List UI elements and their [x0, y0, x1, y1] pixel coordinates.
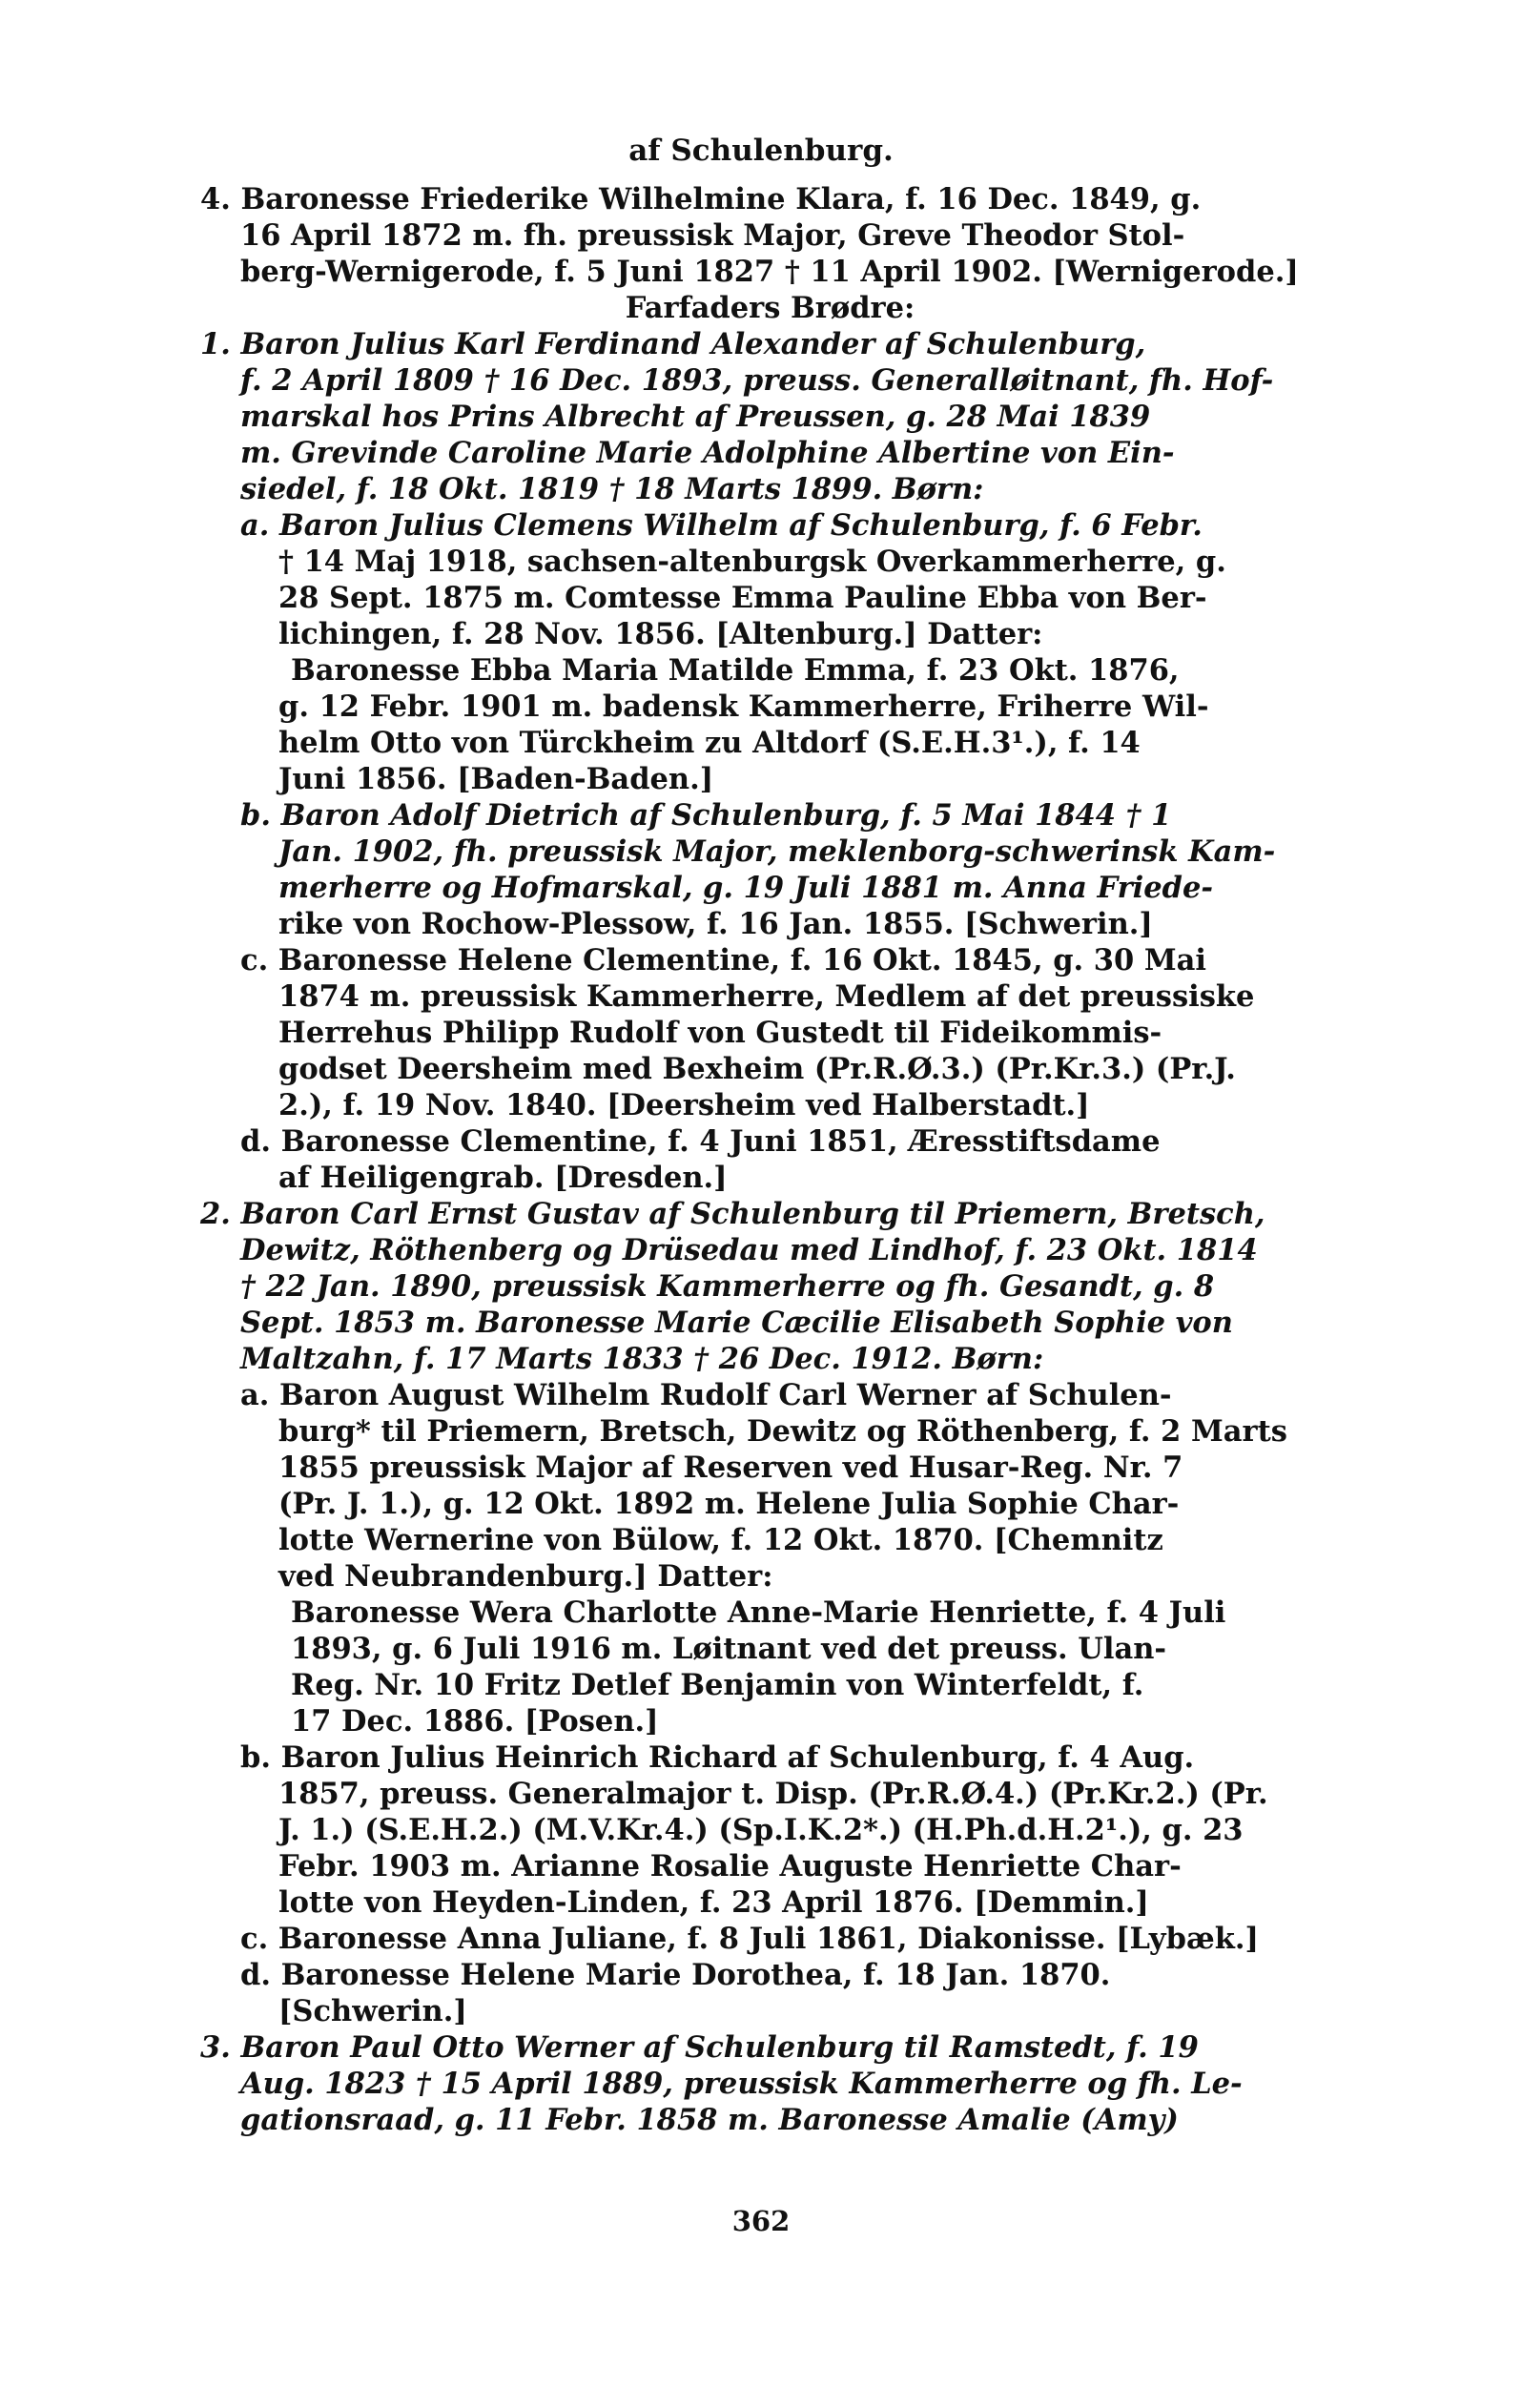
text-line: af Heiligengrab. [Dresden.] — [278, 1161, 728, 1195]
text-line: J. 1.) (S.E.H.2.) (M.V.Kr.4.) (Sp.I.K.2*.) (H.Ph.d.H.2¹.), g. 23 — [278, 1813, 1244, 1847]
text-line: 2.), f. 19 Nov. 1840. [Deersheim ved Halberstadt.] — [278, 1088, 1090, 1122]
text-line: Herrehus Philipp Rudolf von Gustedt til Fideikommis- — [278, 1016, 1162, 1050]
text-line: Jan. 1902, fh. preussisk Major, meklenborg-schwerinsk Kam- — [278, 834, 1276, 869]
text-line: 17 Dec. 1886. [Posen.] — [291, 1704, 659, 1739]
text-line: 1893, g. 6 Juli 1916 m. Løitnant ved det preuss. Ulan- — [291, 1632, 1167, 1666]
text-line: siedel, f. 18 Okt. 1819 † 18 Marts 1899. Børn: — [240, 472, 984, 506]
text-line: b. Baron Julius Heinrich Richard af Schulenburg, f. 4 Aug. — [240, 1740, 1195, 1775]
text-line: Maltzahn, f. 17 Marts 1833 † 26 Dec. 1912. Børn: — [240, 1342, 1044, 1376]
text-line: merherre og Hofmarskal, g. 19 Juli 1881 m. Anna Friede- — [278, 871, 1214, 905]
text-line: c. Baronesse Helene Clementine, f. 16 Okt. 1845, g. 30 Mai — [240, 943, 1206, 978]
text-line: 1874 m. preussisk Kammerherre, Medlem af det preussiske — [278, 979, 1255, 1014]
text-line: b. Baron Adolf Dietrich af Schulenburg, f. 5 Mai 1844 † 1 — [240, 798, 1172, 833]
text-line: Reg. Nr. 10 Fritz Detlef Benjamin von Winterfeldt, f. — [291, 1668, 1144, 1702]
text-line: 3. Baron Paul Otto Werner af Schulenburg til Ramstedt, f. 19 — [200, 2030, 1199, 2065]
page-number: 362 — [731, 2205, 791, 2237]
text-line: lichingen, f. 28 Nov. 1856. [Altenburg.] Datter: — [278, 617, 1043, 651]
text-line: (Pr. J. 1.), g. 12 Okt. 1892 m. Helene Julia Sophie Char- — [278, 1487, 1180, 1521]
text-line: a. Baron August Wilhelm Rudolf Carl Werner af Schulen- — [240, 1378, 1172, 1412]
text-line: d. Baronesse Helene Marie Dorothea, f. 18 Jan. 1870. — [240, 1958, 1111, 1992]
text-line: 1857, preuss. Generalmajor t. Disp. (Pr.R.Ø.4.) (Pr.Kr.2.) (Pr. — [278, 1777, 1268, 1811]
text-line: d. Baronesse Clementine, f. 4 Juni 1851, Æresstiftsdame — [240, 1124, 1161, 1159]
text-line: ved Neubrandenburg.] Datter: — [278, 1559, 773, 1594]
text-line: godset Deersheim med Bexheim (Pr.R.Ø.3.) (Pr.Kr.3.) (Pr.J. — [278, 1052, 1236, 1086]
text-line: lotte Wernerine von Bülow, f. 12 Okt. 1870. [Chemnitz — [278, 1523, 1163, 1557]
text-line: 2. Baron Carl Ernst Gustav af Schulenburg til Priemern, Bretsch, — [200, 1197, 1265, 1231]
text-line: rike von Rochow-Plessow, f. 16 Jan. 1855. [Schwerin.] — [278, 907, 1153, 941]
text-line: 1. Baron Julius Karl Ferdinand Alexander af Schulenburg, — [200, 327, 1146, 361]
text-line: marskal hos Prins Albrecht af Preussen, g. 28 Mai 1839 — [240, 400, 1151, 434]
text-line: m. Grevinde Caroline Marie Adolphine Albertine von Ein- — [240, 436, 1175, 470]
text-line: Baronesse Wera Charlotte Anne-Marie Henriette, f. 4 Juli — [291, 1595, 1226, 1630]
text-line: 16 April 1872 m. fh. preussisk Major, Greve Theodor Stol- — [240, 218, 1185, 253]
text-line: [Schwerin.] — [278, 1994, 467, 2028]
text-line: f. 2 April 1809 † 16 Dec. 1893, preuss. Generalløitnant, fh. Hof- — [240, 363, 1274, 398]
text-line: 1855 preussisk Major af Reserven ved Husar-Reg. Nr. 7 — [278, 1451, 1183, 1485]
text-line: burg* til Priemern, Bretsch, Dewitz og Röthenberg, f. 2 Marts — [278, 1414, 1287, 1449]
text-line: Farfaders Brødre: — [625, 291, 915, 325]
text-line: helm Otto von Türckheim zu Altdorf (S.E.H.3¹.), f. 14 — [278, 726, 1141, 760]
text-line: 4. Baronesse Friederike Wilhelmine Klara, f. 16 Dec. 1849, g. — [200, 182, 1202, 216]
text-line: † 14 Maj 1918, sachsen-altenburgsk Overkammerherre, g. — [278, 545, 1226, 579]
text-line: c. Baronesse Anna Juliane, f. 8 Juli 1861, Diakonisse. [Lybæk.] — [240, 1922, 1259, 1956]
text-line: Aug. 1823 † 15 April 1889, preussisk Kammerherre og fh. Le- — [240, 2067, 1243, 2101]
text-line: Febr. 1903 m. Arianne Rosalie Auguste Henriette Char- — [278, 1849, 1182, 1883]
text-line: † 22 Jan. 1890, preussisk Kammerherre og fh. Gesandt, g. 8 — [240, 1269, 1215, 1304]
text-line: lotte von Heyden-Linden, f. 23 April 1876. [Demmin.] — [278, 1885, 1149, 1920]
genealogy-text-body — [200, 181, 1340, 2138]
text-line: Sept. 1853 m. Baronesse Marie Cæcilie Elisabeth Sophie von — [240, 1306, 1233, 1340]
text-line: Dewitz, Röthenberg og Drüsedau med Lindhof, f. 23 Okt. 1814 — [240, 1233, 1258, 1267]
running-header: af Schulenburg. — [628, 134, 894, 168]
text-line: g. 12 Febr. 1901 m. badensk Kammerherre, Friherre Wil- — [278, 689, 1209, 724]
text-line: berg-Wernigerode, f. 5 Juni 1827 † 11 April 1902. [Wernigerode.] — [240, 255, 1299, 289]
text-line: Baronesse Ebba Maria Matilde Emma, f. 23 Okt. 1876, — [291, 653, 1180, 688]
text-line: 28 Sept. 1875 m. Comtesse Emma Pauline Ebba von Ber- — [278, 581, 1207, 615]
text-line: gationsraad, g. 11 Febr. 1858 m. Baronesse Amalie (Amy) — [240, 2103, 1179, 2137]
text-line: a. Baron Julius Clemens Wilhelm af Schulenburg, f. 6 Febr. — [240, 508, 1203, 543]
text-line: Juni 1856. [Baden-Baden.] — [278, 762, 714, 796]
